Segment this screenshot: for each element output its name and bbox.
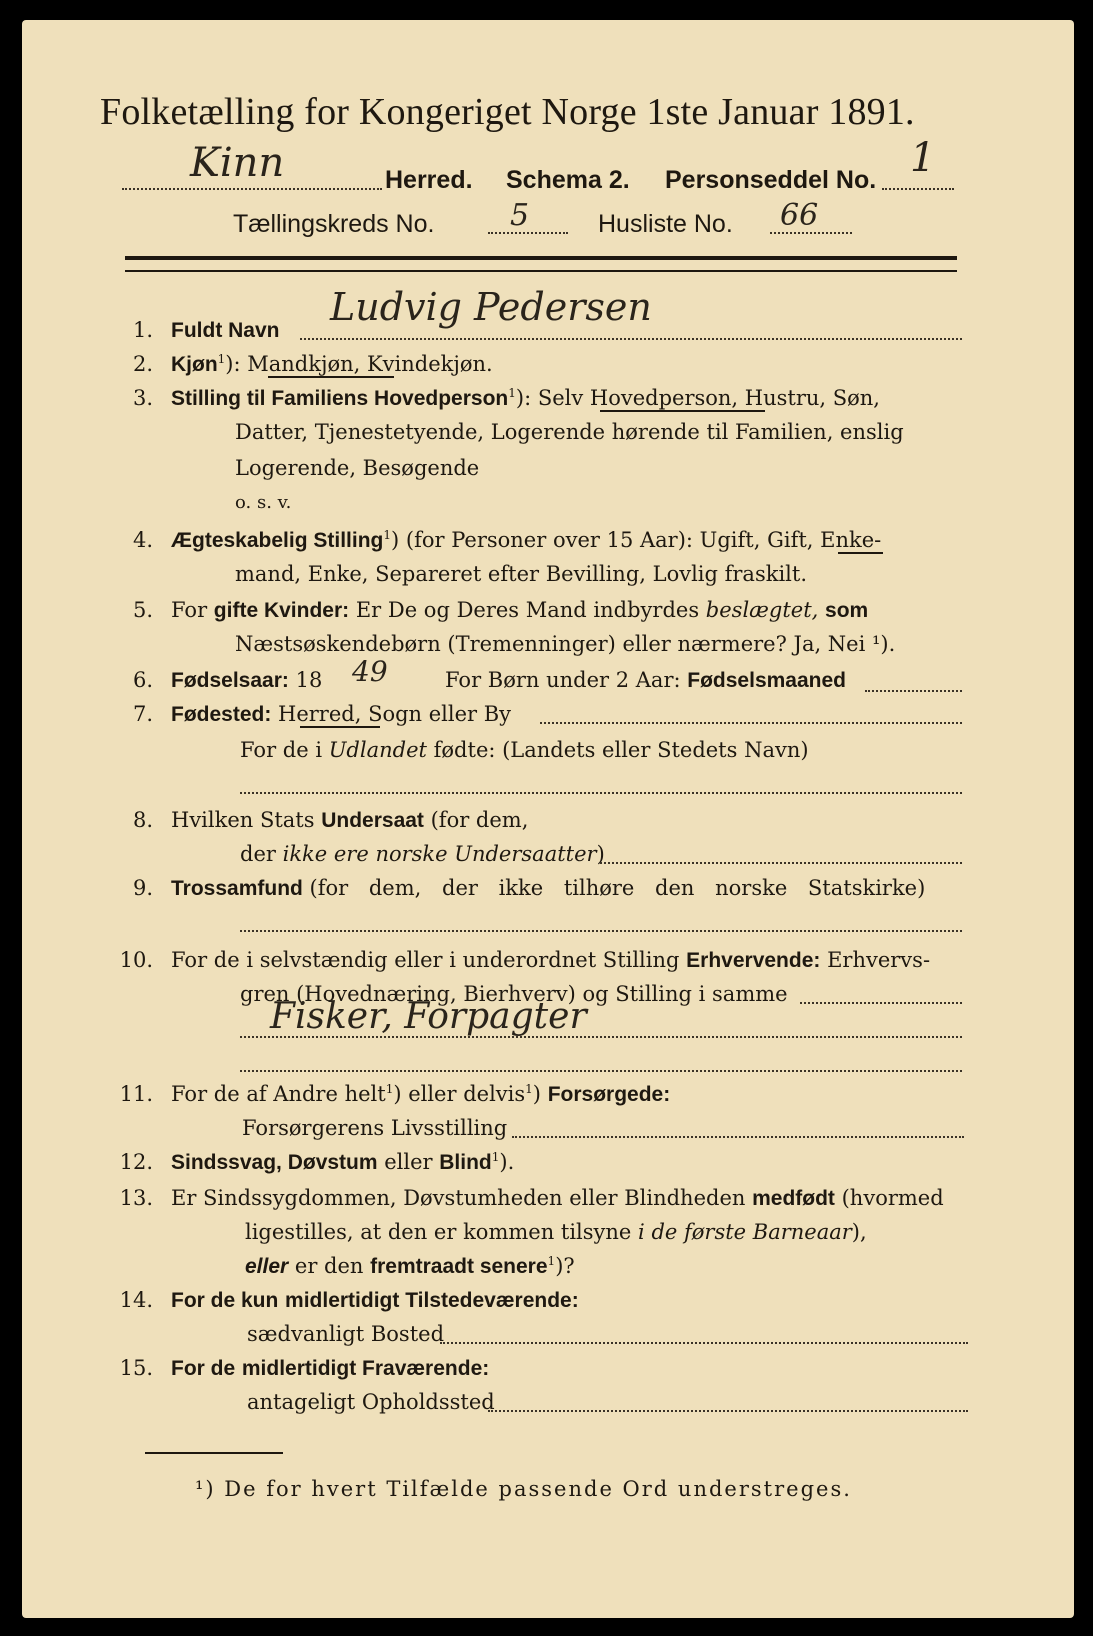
item-3-underline-mark xyxy=(600,410,765,412)
item-4-number: 4. xyxy=(132,528,153,552)
item-3-line-4: o. s. v. xyxy=(235,492,292,513)
item-14-line-2: sædvanligt Bosted xyxy=(247,1322,445,1346)
item-15: 15. For de midlertidigt Fraværende: xyxy=(105,1356,489,1381)
item-1-dotted-line xyxy=(300,338,962,340)
item-8-label: Undersaat xyxy=(321,809,424,832)
item-15-label: midlertidigt Fraværende: xyxy=(241,1357,490,1380)
item-9-number: 9. xyxy=(132,876,153,900)
item-1 xyxy=(105,318,280,343)
item-15-line-2: antageligt Opholdssted xyxy=(247,1390,495,1414)
item-2-number: 2. xyxy=(132,352,153,376)
item-7-underline-mark xyxy=(300,726,380,728)
item-15-number: 15. xyxy=(119,1356,153,1380)
item-10-number: 10. xyxy=(119,948,153,972)
item-11-number: 11. xyxy=(119,1082,153,1106)
header-rule-thick xyxy=(125,256,957,260)
item-5-label: gifte Kvinder: xyxy=(213,599,350,622)
item-15-dotted-line xyxy=(488,1410,968,1412)
item-14: 14. For de kun midlertidigt Tilstedeværende: xyxy=(105,1288,579,1313)
item-7-line-2: For de i Udlandet fødte: (Landets eller Stedets Navn) xyxy=(240,738,809,762)
item-3-number: 3. xyxy=(132,386,153,410)
item-4: 4. Ægteskabelig Stilling$^1$) (for Personer over 15 Aar): Ugift, Gift, Enke- xyxy=(105,528,881,553)
item-10: 10. For de i selvstændig eller i underordnet Stilling Erhvervende: Erhvervs- xyxy=(105,948,930,973)
item-13: 13. Er Sindssygdommen, Døvstumheden eller Blindheden medfødt (hvormed xyxy=(105,1186,944,1211)
item-4-underline-mark xyxy=(838,552,883,554)
item-14-label: midlertidigt Tilstedeværende: xyxy=(285,1289,579,1312)
herred-dotted-line xyxy=(122,188,382,190)
item-14-number: 14. xyxy=(119,1288,153,1312)
item-11-dotted-line xyxy=(512,1136,964,1138)
item-11-line-2: Forsørgerens Livsstilling xyxy=(242,1116,508,1140)
herred-label: Herred. xyxy=(385,166,473,194)
item-3-label: Stilling til Familiens Hovedperson xyxy=(171,387,509,410)
item-14-dotted-line xyxy=(440,1342,968,1344)
birth-month-label: Fødselsmaaned xyxy=(687,669,846,692)
item-6-dotted-line xyxy=(865,690,962,692)
item-3-line-1: ): Selv Hovedperson, Hustru, Søn, xyxy=(515,386,880,410)
full-name-handwritten: Ludvig Pedersen xyxy=(330,285,652,329)
footnote: ¹) De for hvert Tilfælde passende Ord understreges. xyxy=(195,1477,852,1501)
item-10-line-2: gren (Hovednæring, Bierhverv) og Stilling i samme xyxy=(240,982,788,1006)
item-2-options: ): Mandkjøn, Kvindekjøn. xyxy=(225,352,493,376)
item-1-label: Fuldt Navn xyxy=(171,319,280,342)
herred-handwritten-value: Kinn xyxy=(190,140,285,186)
item-7-number: 7. xyxy=(132,702,153,726)
item-3-line-3: Logerende, Besøgende xyxy=(235,456,480,480)
item-4-label: Ægteskabelig Stilling xyxy=(171,529,384,552)
taellingskreds-label: Tællingskreds No. xyxy=(233,210,435,238)
item-6-label: Fødselsaar: xyxy=(171,669,289,692)
item-8-dotted-line xyxy=(600,862,962,864)
item-2-label: Kjøn xyxy=(171,353,218,376)
item-5-number: 5. xyxy=(132,598,153,622)
item-1-number: 1. xyxy=(132,318,153,342)
birth-year-handwritten: 49 xyxy=(352,655,388,688)
personseddel-dotted-line xyxy=(882,188,954,190)
taellingskreds-handwritten-value: 5 xyxy=(510,198,530,233)
personseddel-handwritten-value: 1 xyxy=(910,135,936,181)
item-3: 3. Stilling til Familiens Hovedperson$^1$): Selv Hovedperson, Hustru, Søn, xyxy=(105,386,880,411)
item-11-label: Forsørgede: xyxy=(547,1083,671,1106)
item-9: 9. Trossamfund (for dem, der ikke tilhøre den norske Statskirke) xyxy=(105,876,925,901)
footnote-rule xyxy=(145,1452,283,1454)
header-rule-thin xyxy=(125,270,957,272)
item-3-line-2: Datter, Tjenestetyende, Logerende hørende til Familien, enslig xyxy=(235,420,904,444)
item-9-dotted-line xyxy=(240,930,962,932)
schema-label: Schema 2. xyxy=(506,166,630,194)
item-6: 6. Fødselsaar: 18 xyxy=(105,668,322,693)
item-12: 12. Sindssvag, Døvstum eller Blind$^1$). xyxy=(105,1150,514,1175)
personseddel-label: Personseddel No. xyxy=(665,166,877,194)
item-5-line-2: Næstsøskendebørn (Tremenninger) eller nærmere? Ja, Nei ¹). xyxy=(235,632,896,656)
item-12-label: Sindssvag, Døvstum xyxy=(171,1151,378,1174)
item-7: 7. Fødested: Herred, Sogn eller By xyxy=(105,702,511,727)
item-13-line-3: eller er den fremtraadt senere$^1$)? xyxy=(245,1254,575,1278)
item-13-number: 13. xyxy=(119,1186,153,1210)
occupation-handwritten: Fisker, Forpagter xyxy=(270,996,587,1037)
item-9-label: Trossamfund xyxy=(171,877,303,900)
item-7-label: Fødested: xyxy=(171,703,272,726)
item-10-dotted-line-3 xyxy=(240,1070,962,1072)
item-8-number: 8. xyxy=(132,808,153,832)
form-title: Folketælling for Kongeriget Norge 1ste Januar 1891. xyxy=(100,91,915,133)
item-2-underline-mark xyxy=(268,376,394,378)
item-11: 11. For de af Andre helt$^1$) eller delvis$^1$) Forsørgede: xyxy=(105,1082,670,1107)
item-8-line-2: der ikke ere norske Undersaatter) xyxy=(240,842,605,866)
item-12-number: 12. xyxy=(119,1150,153,1174)
item-4-line-2: mand, Enke, Separeret efter Bevilling, Lovlig fraskilt. xyxy=(235,562,808,586)
husliste-label: Husliste No. xyxy=(598,210,733,238)
item-13-line-2: ligestilles, at den er kommen tilsyne i de første Barneaar), xyxy=(245,1220,867,1244)
item-6-number: 6. xyxy=(132,668,153,692)
item-6-rest: For Børn under 2 Aar: Fødselsmaaned xyxy=(445,668,846,692)
item-10-dotted-line xyxy=(800,1002,962,1004)
item-8: 8. Hvilken Stats Undersaat (for dem, xyxy=(105,808,528,833)
item-4-line-1: ) (for Personer over 15 Aar): Ugift, Gift, Enke- xyxy=(391,528,882,552)
item-2: 2. Kjøn$^1$): Mandkjøn, Kvindekjøn. xyxy=(105,352,493,377)
item-10-label: Erhvervende: xyxy=(686,949,821,972)
item-5: 5. For gifte Kvinder: Er De og Deres Mand indbyrdes beslægtet, som xyxy=(105,598,868,623)
husliste-handwritten-value: 66 xyxy=(780,198,819,233)
item-7-dotted-line xyxy=(540,722,962,724)
item-7-dotted-line-2 xyxy=(240,792,962,794)
